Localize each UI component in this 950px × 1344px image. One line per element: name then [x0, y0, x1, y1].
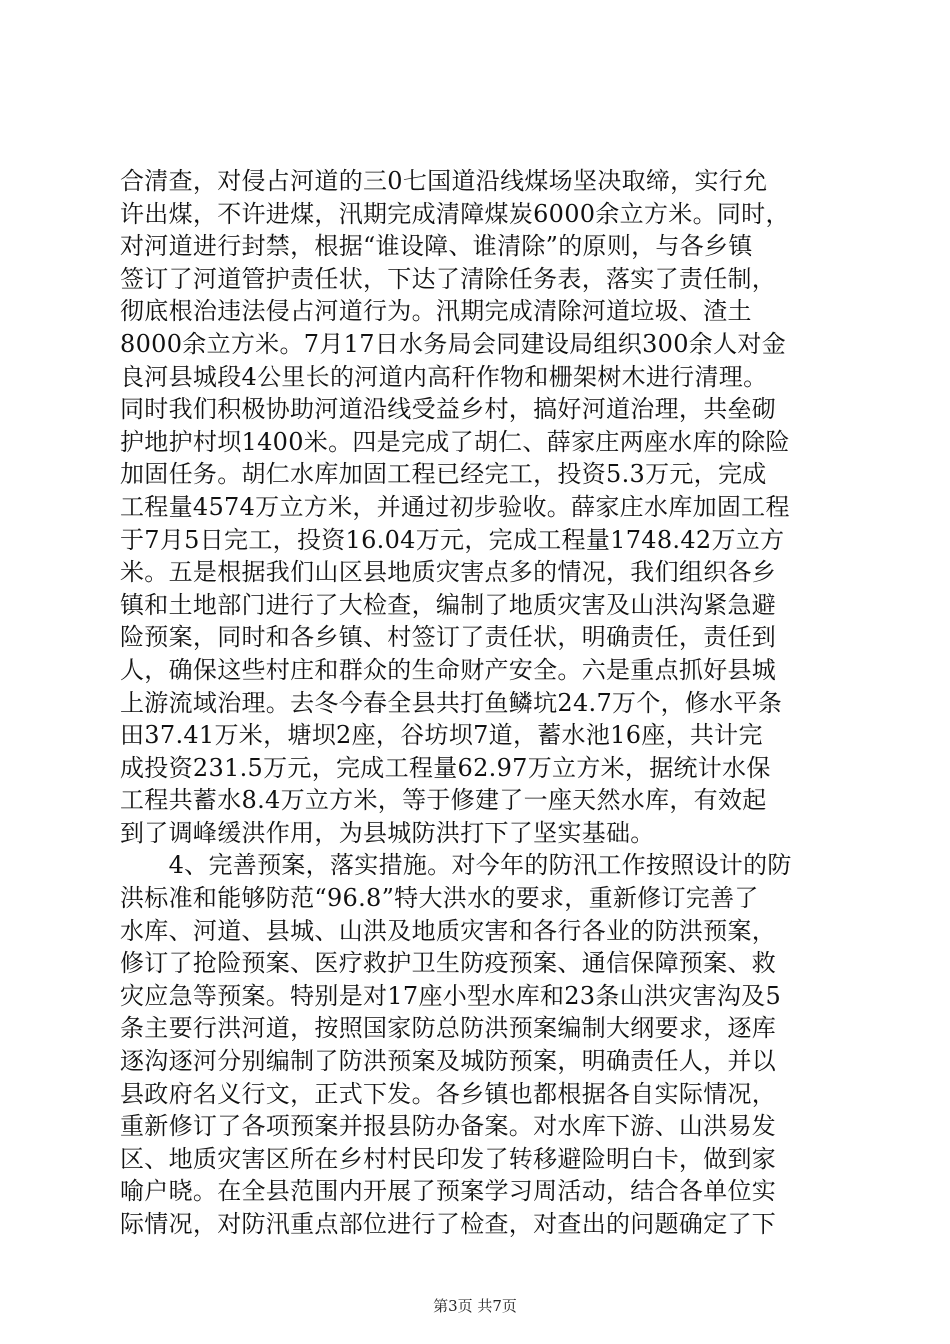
text-line: 4、完善预案，落实措施。对今年的防汛工作按照设计的防 — [120, 851, 792, 880]
text-line: 合清查，对侵占河道的三0七国道沿线煤场坚决取缔，实行允 — [120, 167, 768, 195]
text-line: 田37.41万米，塘坝2座，谷坊坝7道，蓄水池16座，共计完 — [120, 721, 763, 750]
text-line: 工程共蓄水8.4万立方米，等于修建了一座天然水库，有效起 — [120, 786, 767, 815]
text-line: 成投资231.5万元，完成工程量62.97万立方米，据统计水保 — [120, 753, 771, 782]
text-line: 水库、河道、县城、山洪及地质灾害和各行各业的防洪预案， — [120, 916, 777, 945]
text-line: 镇和土地部门进行了大检查，编制了地质灾害及山洪沟紧急避 — [120, 590, 777, 619]
text-line: 对河道进行封禁，根据“谁设障、谁清除”的原则，与各乡镇 — [120, 232, 753, 261]
text-line: 良河县城段4公里长的河道内高秆作物和栅架树木进行清理。 — [120, 362, 768, 391]
text-line: 县政府名义行文，正式下发。各乡镇也都根据各自实际情况， — [120, 1079, 777, 1108]
text-line: 8000余立方米。7月17日水务局会同建设局组织300余人对金 — [120, 329, 786, 358]
text-line: 条主要行洪河道，按照国家防总防洪预案编制大纲要求，逐库 — [120, 1014, 777, 1043]
text-line: 彻底根治违法侵占河道行为。汛期完成清除河道垃圾、渣土 — [120, 297, 752, 326]
text-line: 米。五是根据我们山区县地质灾害点多的情况，我们组织各乡 — [120, 558, 777, 587]
text-line: 险预案，同时和各乡镇、村签订了责任状，明确责任，责任到 — [120, 623, 777, 652]
text-line: 重新修订了各项预案并报县防办备案。对水库下游、山洪易发 — [120, 1112, 777, 1141]
text-line: 人，确保这些村庄和群众的生命财产安全。六是重点抓好县城 — [120, 655, 777, 684]
text-line: 喻户晓。在全县范围内开展了预案学习周活动，结合各单位实 — [120, 1177, 777, 1206]
text-line: 同时我们积极协助河道沿线受益乡村，搞好河道治理，共垒砌 — [120, 395, 777, 424]
text-line: 区、地质灾害区所在乡村村民印发了转移避险明白卡，做到家 — [120, 1144, 777, 1173]
text-line: 到了调峰缓洪作用，为县城防洪打下了坚实基础。 — [120, 818, 655, 847]
text-line: 护地护村坝1400米。四是完成了胡仁、薛家庄两座水库的除险 — [120, 427, 790, 456]
text-line: 修订了抢险预案、医疗救护卫生防疫预案、通信保障预案、救 — [120, 949, 777, 978]
text-line: 上游流域治理。去冬今春全县共打鱼鳞坑24.7万个，修水平条 — [120, 688, 783, 717]
text-line: 工程量4574万立方米，并通过初步验收。薛家庄水库加固工程 — [120, 492, 790, 521]
text-line: 加固任务。胡仁水库加固工程已经完工，投资5.3万元，完成 — [120, 460, 767, 489]
body-text — [120, 165, 832, 1241]
text-line: 灾应急等预案。特别是对17座小型水库和23条山洪灾害沟及5 — [120, 981, 782, 1010]
text-line: 逐沟逐河分别编制了防洪预案及城防预案，明确责任人，并以 — [120, 1047, 777, 1076]
text-line: 于7月5日完工，投资16.04万元，完成工程量1748.42万立方 — [120, 525, 785, 554]
text-line: 洪标准和能够防范“96.8”特大洪水的要求，重新修订完善了 — [120, 884, 759, 913]
text-line: 际情况，对防汛重点部位进行了检查，对查出的问题确定了下 — [120, 1210, 777, 1238]
text-line: 许出煤，不许进煤，汛期完成清障煤炭6000余立方米。同时， — [120, 199, 790, 228]
text-line: 签订了河道管护责任状，下达了清除任务表，落实了责任制， — [120, 264, 777, 293]
page-footer: 第3页 共7页 — [433, 1297, 517, 1315]
